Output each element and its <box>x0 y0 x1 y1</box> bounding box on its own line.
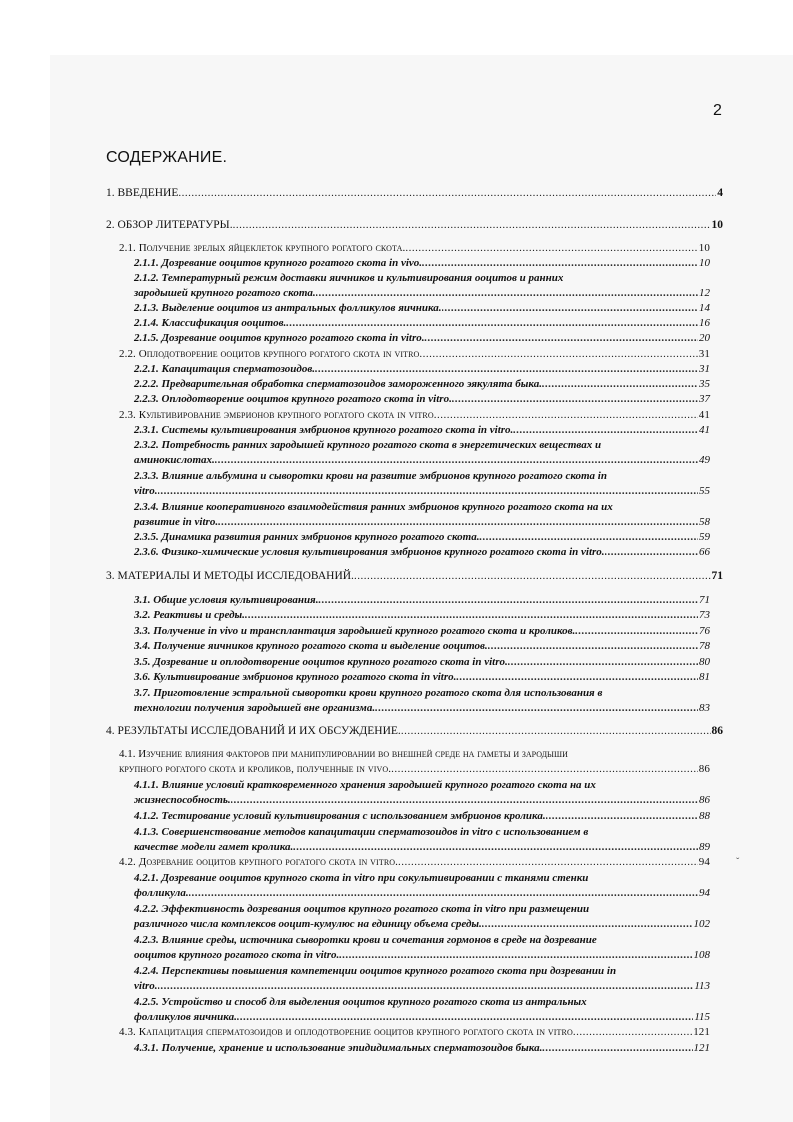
toc-entry-text: 2. ОБЗОР ЛИТЕРАТУРЫ. <box>106 219 233 231</box>
dot-leader <box>442 301 698 316</box>
toc-entry-4-1-3-line1[interactable]: 4.1.3. Совершенствование методов капацитации сперматозоидов in vitro с использованием в <box>134 826 589 838</box>
toc-page-number: 94 <box>699 887 710 899</box>
toc-entry-3[interactable] <box>106 569 723 584</box>
toc-entry-text: 2.1. Получение зрелых яйцеклеток крупного рогатого скота. <box>119 242 406 254</box>
toc-page-number: 80 <box>699 656 710 668</box>
toc-entry-3-7-line1[interactable]: 3.7. Приготовление эстральной сыворотки крови крупного рогатого скота для использования в <box>134 687 603 699</box>
dot-leader <box>508 655 698 670</box>
toc-entry-text: 3.4. Получение яичников крупного рогатого скота и выделение ооцитов. <box>134 640 488 652</box>
toc-entry-text: зародышей крупного рогатого скота. <box>134 287 316 299</box>
toc-page-number: 86 <box>711 725 723 737</box>
toc-page-number: 10 <box>698 242 710 254</box>
toc-entry-text: 3.1. Общие условия культивирования. <box>134 594 319 606</box>
dot-leader <box>452 392 698 407</box>
toc-entry-4-2-5-line1[interactable]: 4.2.5. Устройство и способ для выделения ооцитов крупного рогатого скота из антральных <box>134 996 587 1008</box>
toc-page-number: 41 <box>699 424 710 436</box>
toc-entry-2-1-1[interactable] <box>134 256 710 271</box>
dot-leader <box>315 362 698 377</box>
toc-page-number: 121 <box>693 1026 710 1038</box>
toc-entry-2-3-2[interactable] <box>134 453 710 468</box>
toc-entry-2-2-3[interactable] <box>134 392 710 407</box>
toc-entry-text: 2.2.3. Оплодотворение ооцитов крупного рогатого скота in vitro. <box>134 393 452 405</box>
toc-entry-4-3[interactable] <box>119 1025 710 1040</box>
dot-leader <box>405 241 697 256</box>
toc-entry-2-1-2-line1[interactable]: 2.1.2. Температурный режим доставки яичников и культивирования ооцитов и ранних <box>134 272 564 284</box>
toc-page-number: 115 <box>694 1011 710 1023</box>
toc-entry-3-4[interactable] <box>134 639 710 654</box>
toc-entry-2-3-4-line1[interactable]: 2.3.4. Влияние кооперативного взаимодействия ранних эмбрионов крупного рогатого скота на их <box>134 501 613 513</box>
toc-entry-2-3-4[interactable] <box>134 515 710 530</box>
toc-page-number: 86 <box>699 794 710 806</box>
toc-entry-text: 2.2.2. Предварительная обработка сперматозоидов замороженного эякулята быка. <box>134 378 542 390</box>
toc-entry-text: 4.1.2. Тестирование условий культивирования с использованием эмбрионов кролика. <box>134 810 546 822</box>
toc-entry-2-1[interactable] <box>119 241 710 256</box>
toc-page-number: 41 <box>698 409 710 421</box>
dot-leader <box>546 809 698 824</box>
toc-page-number: 35 <box>699 378 710 390</box>
dot-leader <box>513 423 698 438</box>
dot-leader <box>231 793 698 808</box>
toc-entry-text: 2.1.4. Классификация ооцитов. <box>134 317 287 329</box>
toc-page-number: 71 <box>711 570 723 582</box>
toc-page-number: 121 <box>693 1042 710 1054</box>
dot-leader <box>479 530 698 545</box>
toc-entry-2-1-5[interactable] <box>134 331 710 346</box>
dot-leader <box>573 1025 692 1040</box>
toc-entry-text: 2.1.5. Дозревание ооцитов крупного рогатого скота in vitro. <box>134 332 425 344</box>
toc-entry-text: 3.2. Реактивы и среды. <box>134 609 245 621</box>
dot-leader <box>375 701 698 716</box>
toc-entry-text: жизнеспособность. <box>134 794 231 806</box>
toc-entry-3-2[interactable] <box>134 608 710 623</box>
toc-entry-4-2[interactable] <box>119 855 710 870</box>
toc-entry-4-1[interactable] <box>119 762 710 777</box>
dot-leader <box>245 608 698 623</box>
dot-leader <box>178 186 716 201</box>
dot-leader <box>605 545 698 560</box>
toc-entry-4-3-1[interactable] <box>134 1041 710 1056</box>
toc-entry-2-3-5[interactable] <box>134 530 710 545</box>
dot-leader <box>575 624 698 639</box>
toc-page-number: 16 <box>699 317 710 329</box>
toc-page-number: 71 <box>699 594 710 606</box>
toc-page-number: 20 <box>699 332 710 344</box>
toc-entry-text: 4.3.1. Получение, хранение и использование эпидидимальных сперматозоидов быка. <box>134 1042 543 1054</box>
toc-entry-text: 2.3. Культивирование эмбрионов крупного рогатого скота in vitro <box>119 409 434 421</box>
toc-entry-4-2-1-line1[interactable]: 4.2.1. Дозревание ооцитов крупного скота in vitro при сокультивировании с тканями стенки <box>134 872 589 884</box>
toc-page-number: 73 <box>699 609 710 621</box>
dot-leader <box>158 484 698 499</box>
dot-leader <box>215 453 698 468</box>
dot-leader <box>488 639 698 654</box>
toc-entry-text: 3. МАТЕРИАЛЫ И МЕТОДЫ ИССЛЕДОВАНИЙ. <box>106 570 354 582</box>
toc-entry-2[interactable] <box>106 218 723 233</box>
toc-entry-4-1-line1[interactable]: 4.1. Изучение влияния факторов при манипулировании во внешней среде на гаметы и зародыши <box>119 748 568 760</box>
toc-page-number: 76 <box>699 625 710 637</box>
toc-entry-text: 4.3. Капацитация сперматозоидов и оплодотворение ооцитов крупного рогатого скота in vitro <box>119 1026 573 1038</box>
dot-leader <box>401 724 711 739</box>
dot-leader <box>293 840 698 855</box>
toc-page-number: 31 <box>699 363 710 375</box>
toc-entry-text: 2.3.1. Системы культивирования эмбрионов крупного рогатого скота in vitro. <box>134 424 514 436</box>
toc-entry-text: 2.1.1. Дозревание ооцитов крупного рогатого скота in vivo. <box>134 257 423 269</box>
dot-leader <box>189 886 698 901</box>
toc-entry-text: 2.3.5. Динамика развития ранних эмбрионов крупного рогатого скота. <box>134 531 480 543</box>
toc-page-number: 10 <box>699 257 710 269</box>
toc-entry-2-3[interactable] <box>119 408 710 423</box>
toc-entry-4-2-3-line1[interactable]: 4.2.3. Влияние среды, источника сыворотки крови и сочетания гормонов в среде на дозревание <box>134 934 597 946</box>
dot-leader <box>286 316 698 331</box>
toc-entry-2-3-3-line1[interactable]: 2.3.3. Влияние альбумина и сыворотки крови на развитие эмбрионов крупного рогатого скота in <box>134 470 607 482</box>
toc-page-number: 78 <box>699 640 710 652</box>
toc-page-number: 83 <box>699 702 710 714</box>
dot-leader <box>542 1041 692 1056</box>
toc-entry-2-3-6[interactable] <box>134 545 710 560</box>
toc-page-number: 102 <box>693 918 710 930</box>
toc-entry-3-3[interactable] <box>134 624 710 639</box>
toc-page-number: 55 <box>699 485 710 497</box>
dot-leader <box>424 331 698 346</box>
toc-entry-text: 1. ВВЕДЕНИЕ <box>106 187 179 199</box>
toc-entry-2-1-2[interactable] <box>134 286 710 301</box>
toc-page-number: 66 <box>699 546 710 558</box>
page-number: 2 <box>713 102 722 119</box>
dot-leader <box>391 762 698 777</box>
toc-entry-2-3-1[interactable] <box>134 423 710 438</box>
page-title: СОДЕРЖАНИЕ. <box>106 149 228 166</box>
toc-entry-text: крупного рогатого скота и кроликов, полученные in vivo. <box>119 763 392 775</box>
toc-page-number: 108 <box>693 949 710 961</box>
toc-entry-4-1-3[interactable] <box>134 840 710 855</box>
toc-entry-text: 2.1.3. Выделение ооцитов из антральных фолликулов яичника. <box>134 302 442 314</box>
dot-leader <box>158 979 694 994</box>
toc-entry-text: 2.2. Оплодотворение ооцитов крупного рогатого скота in vitro <box>119 348 420 360</box>
toc-entry-4-2-5[interactable] <box>134 1010 710 1025</box>
toc-entry-text: качестве модели гамет кролика. <box>134 841 294 853</box>
dot-leader <box>233 218 711 233</box>
toc-page-number: 31 <box>698 348 710 360</box>
toc-entry-text: 2.2.1. Капацитация сперматозоидов. <box>134 363 316 375</box>
toc-entry-text: 3.6. Культивирование эмбрионов крупного рогатого скота in vitro. <box>134 671 457 683</box>
toc-entry-text: vitro. <box>134 485 158 497</box>
toc-page-number: 10 <box>711 219 723 231</box>
dot-leader <box>316 286 698 301</box>
toc-entry-2-2[interactable] <box>119 347 710 362</box>
toc-entry-4-2-2[interactable] <box>134 917 710 932</box>
toc-page-number: 49 <box>699 454 710 466</box>
toc-entry-1[interactable] <box>106 186 723 201</box>
margin-mark: ˇ <box>736 857 740 868</box>
toc-entry-text: 4. РЕЗУЛЬТАТЫ ИССЛЕДОВАНИЙ И ИХ ОБСУЖДЕНИЕ. <box>106 725 401 737</box>
toc-entry-4-2-1[interactable] <box>134 886 710 901</box>
toc-entry-3-7[interactable] <box>134 701 710 716</box>
dot-leader <box>419 347 697 362</box>
toc-entry-3-1[interactable] <box>134 593 710 608</box>
toc-page-number: 12 <box>699 287 710 299</box>
toc-page-number: 58 <box>699 516 710 528</box>
dot-leader <box>398 855 698 870</box>
toc-page-number: 89 <box>699 841 710 853</box>
dot-leader <box>318 593 698 608</box>
toc-entry-text: 4.2. Дозревание ооцитов крупного рогатого скота in vitro. <box>119 856 398 868</box>
dot-leader <box>218 515 698 530</box>
toc-entry-4-2-2-line1[interactable]: 4.2.2. Эффективность дозревания ооцитов крупного рогатого скота in vitro при размещении <box>134 903 590 915</box>
toc-entry-2-2-1[interactable] <box>134 362 710 377</box>
toc-entry-text: развитие in vitro. <box>134 516 219 528</box>
toc-page-number: 59 <box>699 531 710 543</box>
toc-entry-2-3-2-line1[interactable]: 2.3.2. Потребность ранних зародышей крупного рогатого скота в энергетических веществах и <box>134 439 602 451</box>
toc-entry-4-2-4-line1[interactable]: 4.2.4. Перспективы повышения компетенции ооцитов крупного рогатого скота при дозревании in <box>134 965 617 977</box>
toc-page-number: 81 <box>699 671 710 683</box>
dot-leader <box>237 1010 693 1025</box>
toc-entry-2-1-4[interactable] <box>134 316 710 331</box>
toc-entry-4-2-4[interactable] <box>134 979 710 994</box>
toc-page-number: 14 <box>699 302 710 314</box>
dot-leader <box>456 670 698 685</box>
toc-page-number: 4 <box>717 187 723 199</box>
toc-entry-4-1-1-line1[interactable]: 4.1.1. Влияние условий кратковременного хранения зародышей крупного рогатого скота на их <box>134 779 596 791</box>
toc-entry-text: 3.3. Получение in vivo и трансплантация зародышей крупного рогатого скота и кроликов. <box>134 625 576 637</box>
toc-entry-text: фолликулов яичника. <box>134 1011 237 1023</box>
dot-leader <box>434 408 698 423</box>
toc-entry-4-1-1[interactable] <box>134 793 710 808</box>
toc-entry-text: технологии получения зародышей вне организма. <box>134 702 376 714</box>
toc-entry-text: ооцитов крупного рогатого скота in vitro. <box>134 949 340 961</box>
dot-leader <box>542 377 698 392</box>
toc-entry-text: vitro. <box>134 980 158 992</box>
toc-entry-text: фолликула. <box>134 887 189 899</box>
dot-leader <box>339 948 692 963</box>
dot-leader <box>422 256 698 271</box>
toc-page-number: 113 <box>694 980 710 992</box>
toc-page-number: 88 <box>699 810 710 822</box>
toc-page-number: 94 <box>698 856 710 868</box>
toc-entry-3-6[interactable] <box>134 670 710 685</box>
dot-leader <box>354 569 711 584</box>
toc-entry-4[interactable] <box>106 724 723 739</box>
toc-entry-text: аминокислотах. <box>134 454 215 466</box>
dot-leader <box>482 917 693 932</box>
toc-entry-3-5[interactable] <box>134 655 710 670</box>
toc-entry-2-1-3[interactable] <box>134 301 710 316</box>
toc-entry-2-2-2[interactable] <box>134 377 710 392</box>
toc-entry-text: 3.5. Дозревание и оплодотворение ооцитов крупного рогатого скота in vitro. <box>134 656 508 668</box>
toc-page-number: 86 <box>698 763 710 775</box>
toc-entry-text: различного числа комплексов ооцит-кумулюс на единицу объема среды. <box>134 918 482 930</box>
toc-entry-4-1-2[interactable] <box>134 809 710 824</box>
toc-entry-text: 2.3.6. Физико-химические условия культивирования эмбрионов крупного рогатого скота in vitro. <box>134 546 605 558</box>
toc-entry-4-2-3[interactable] <box>134 948 710 963</box>
toc-entry-2-3-3[interactable] <box>134 484 710 499</box>
toc-page-number: 37 <box>699 393 710 405</box>
